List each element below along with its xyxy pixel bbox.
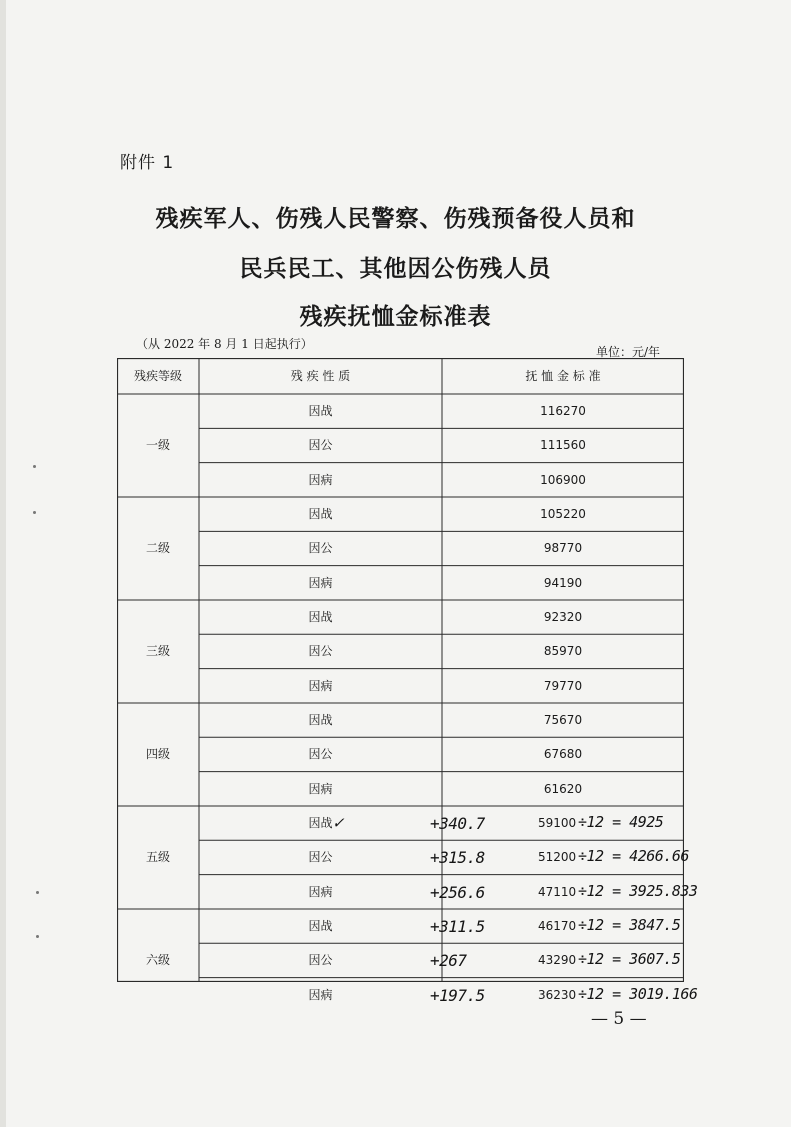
header-amount: 抚 恤 金 标 准 [525, 369, 601, 383]
handwritten-increment: +197.5 [430, 985, 485, 1005]
amount-cell: 46170 [538, 919, 577, 934]
handwritten-calculation: ÷12 = 3925.833 [578, 881, 698, 900]
level-cell: 五级 [145, 850, 170, 865]
punch-mark [36, 935, 39, 938]
nature-cell: 因公 [308, 541, 333, 556]
header-level: 残疾等级 [133, 369, 182, 383]
punch-mark [33, 465, 36, 468]
attachment-label: 附件 1 [120, 153, 175, 173]
amount-cell: 51200 [538, 850, 577, 865]
level-cell: 二级 [145, 541, 170, 556]
nature-cell: 因战 [308, 404, 333, 419]
handwritten-increment: +311.5 [430, 916, 485, 936]
nature-cell: 因公 [308, 438, 333, 453]
amount-cell: 59100 [538, 816, 577, 831]
handwritten-calculation: ÷12 = 4266.66 [578, 847, 689, 866]
page-edge-shadow [0, 0, 6, 1127]
nature-cell: 因病 [308, 575, 333, 590]
nature-cell: 因公 [308, 953, 333, 968]
nature-cell: 因病 [308, 884, 333, 899]
header-nature: 残 疾 性 质 [290, 369, 351, 383]
amount-cell: 92320 [543, 610, 583, 625]
level-cell: 四级 [145, 747, 170, 762]
amount-cell: 61620 [543, 781, 583, 796]
nature-cell: 因公 [308, 850, 333, 865]
handwritten-checkmark: ✓ [333, 812, 343, 833]
punch-mark [36, 891, 39, 894]
amount-cell: 85970 [543, 644, 583, 659]
title-line-3: 残疾抚恤金标准表 [299, 304, 492, 330]
handwritten-calculation: ÷12 = 3607.5 [578, 950, 681, 969]
title-line-2: 民兵民工、其他因公伤残人员 [239, 256, 552, 282]
title-line-1: 残疾军人、伤残人民警察、伤残预备役人员和 [155, 206, 636, 232]
punch-mark [33, 511, 36, 514]
amount-cell: 79770 [543, 678, 583, 693]
handwritten-increment: +340.7 [430, 813, 485, 833]
nature-cell: 因战 [308, 713, 333, 728]
amount-cell: 105220 [540, 507, 586, 522]
amount-cell: 98770 [543, 541, 583, 556]
level-cell: 一级 [145, 438, 170, 453]
handwritten-increment: +267 [430, 951, 467, 971]
nature-cell: 因公 [308, 644, 333, 659]
amount-cell: 75670 [543, 713, 583, 728]
nature-cell: 因战 [308, 816, 333, 831]
handwritten-calculation: ÷12 = 4925 [578, 812, 664, 831]
handwritten-increment: +256.6 [430, 882, 485, 902]
nature-cell: 因病 [308, 678, 333, 693]
amount-cell: 43290 [538, 953, 577, 968]
nature-cell: 因病 [308, 987, 333, 1002]
amount-cell: 47110 [538, 884, 577, 899]
nature-cell: 因战 [308, 919, 333, 934]
nature-cell: 因战 [308, 610, 333, 625]
amount-cell: 116270 [540, 404, 586, 419]
handwritten-calculation: ÷12 = 3019.166 [578, 984, 698, 1003]
effective-date-note: （从 2022 年 8 月 1 日起执行） [136, 337, 313, 351]
amount-cell: 67680 [543, 747, 583, 762]
amount-cell: 36230 [538, 987, 577, 1002]
amount-cell: 94190 [543, 575, 583, 590]
handwritten-increment: +315.8 [430, 848, 485, 868]
nature-cell: 因病 [308, 781, 333, 796]
unit-label: 单位：元/年 [596, 345, 661, 359]
page-number: — 5 — [591, 1009, 647, 1029]
nature-cell: 因公 [308, 747, 333, 762]
nature-cell: 因病 [308, 472, 333, 487]
nature-cell: 因战 [308, 507, 333, 522]
level-cell: 三级 [145, 644, 170, 659]
amount-cell: 106900 [540, 472, 586, 487]
handwritten-calculation: ÷12 = 3847.5 [578, 915, 681, 934]
level-cell: 六级 [145, 953, 170, 968]
amount-cell: 111560 [540, 438, 586, 453]
